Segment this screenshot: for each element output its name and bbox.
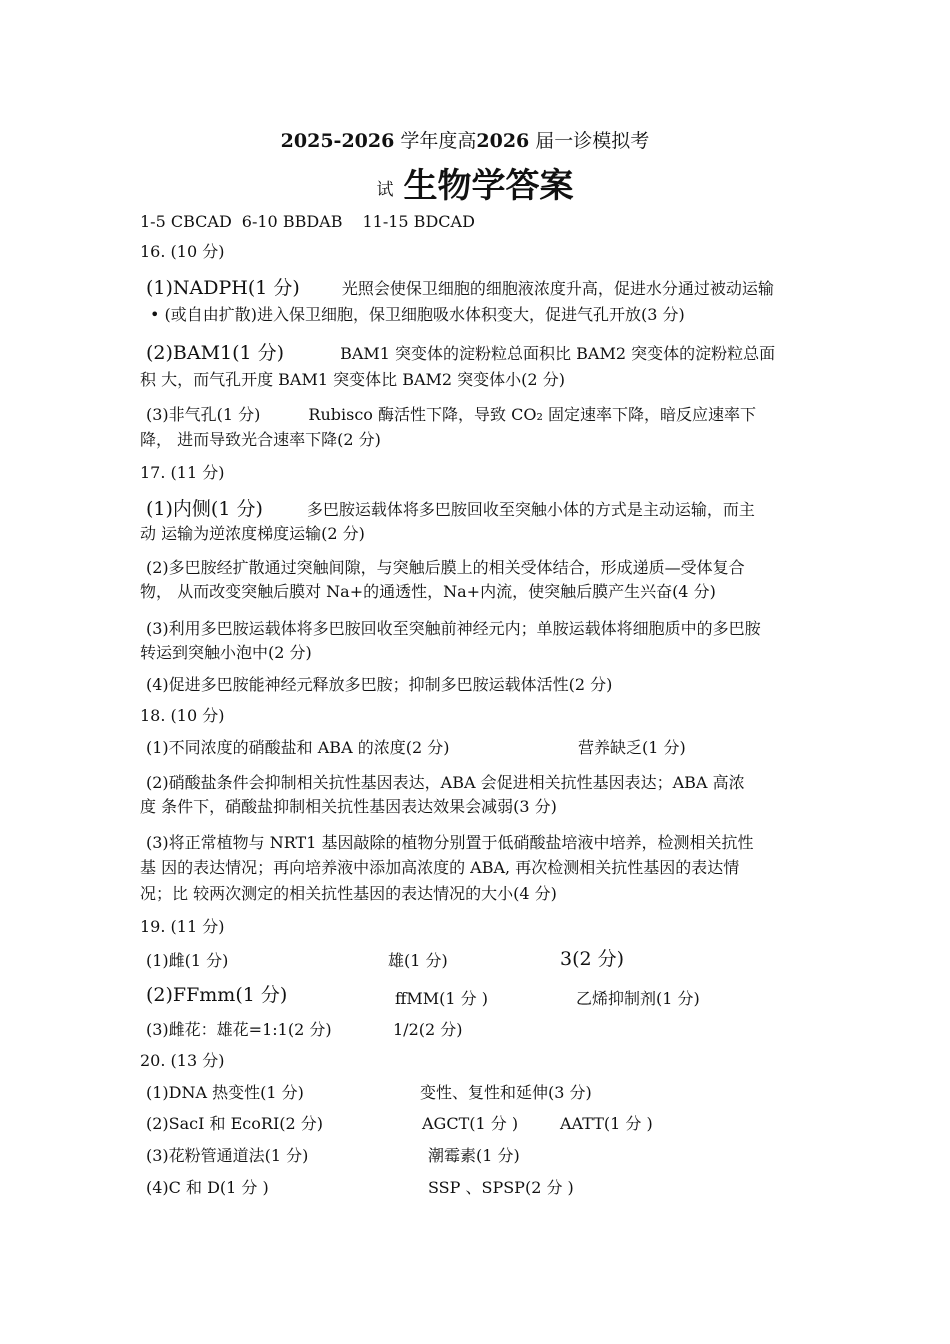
- q20-header: 20. (13 分): [140, 1051, 225, 1070]
- q16-p1-text: 光照会使保卫细胞的细胞液浓度升高，促进水分通过被动运输: [341, 279, 774, 298]
- q20-part1-a: (1)DNA 热变性(1 分): [146, 1083, 304, 1102]
- q16-part1-cont: • (或自由扩散)进入保卫细胞，保卫细胞吸水体积变大，促进气孔开放(3 分): [150, 305, 685, 324]
- q18-part2-line1: (2)硝酸盐条件会抑制相关抗性基因表达，ABA 会促进相关抗性基因表达；ABA 高浓: [146, 773, 745, 792]
- q20-part2-b: AGCT(1 分 ): [422, 1114, 519, 1133]
- q20-part2-a: (2)SacI 和 EcoRI(2 分): [146, 1114, 324, 1133]
- q20-part3-b: 潮霉素(1 分): [428, 1146, 520, 1165]
- q18-header: 18. (10 分): [140, 706, 225, 725]
- q16-part3-cont: 降， 进而导致光合速率下降(2 分): [140, 430, 381, 449]
- q19-part3-a: (3)雌花：雄花=1:1(2 分): [146, 1020, 332, 1039]
- q18-part3-line2: 基 因的表达情况；再向培养液中添加高浓度的 ABA, 再次检测相关抗性基因的表达情: [140, 858, 740, 877]
- q16-part3: [146, 405, 756, 425]
- q19-part2-b: ffMM(1 分 ): [395, 989, 488, 1008]
- q17-part1: [146, 499, 755, 520]
- page-title: 生物学答案: [403, 166, 574, 206]
- q17-part3-line2: 转运到突触小泡中(2 分): [140, 643, 312, 662]
- q18-part1-b: 营养缺乏(1 分): [578, 738, 686, 757]
- q16-part2: [146, 343, 775, 364]
- title-prefix: 试: [376, 180, 394, 200]
- title-year: 2025-2026: [280, 130, 395, 152]
- q16-header: 16. (10 分): [140, 242, 225, 261]
- q20-part3-a: (3)花粉管通道法(1 分): [146, 1146, 309, 1165]
- q17-part2-line2: 物， 从而改变突触后膜对 Na+的通透性，Na+内流，使突触后膜产生兴奋(4 分): [140, 582, 716, 601]
- q20-part1-b: 变性、复性和延伸(3 分): [420, 1083, 592, 1102]
- title-line-1: [0, 126, 930, 153]
- q17-header: 17. (11 分): [140, 463, 225, 482]
- q20-part4-a: (4)C 和 D(1 分 ): [146, 1178, 269, 1197]
- q16-p2-text: BAM1 突变体的淀粉粒总面积比 BAM2 突变体的淀粉粒总面: [340, 344, 776, 363]
- q16-part1: [146, 278, 774, 299]
- title-grade: 2026: [476, 130, 530, 152]
- q19-part3-b: 1/2(2 分): [393, 1020, 463, 1039]
- q19-part2-c: 乙烯抑制剂(1 分): [576, 989, 700, 1008]
- q18-part3-line3: 况；比 较两次测定的相关抗性基因的表达情况的大小(4 分): [140, 884, 557, 903]
- q16-p1-answer: (1)NADPH(1 分): [146, 277, 300, 299]
- q17-part1-cont: 动 运输为逆浓度梯度运输(2 分): [140, 524, 365, 543]
- q18-part3-line1: (3)将正常植物与 NRT1 基因敲除的植物分别置于低硝酸盐培液中培养，检测相关抗性: [146, 833, 754, 852]
- q20-part4-b: SSP 、SPSP(2 分 ): [428, 1178, 574, 1197]
- choice-1-5: 1-5 CBCAD: [140, 212, 232, 231]
- choice-answers: [140, 212, 475, 232]
- q18-part1-a: (1)不同浓度的硝酸盐和 ABA 的浓度(2 分): [146, 738, 450, 757]
- q16-p2-answer: (2)BAM1(1 分): [146, 342, 285, 364]
- q19-part1-b: 雄(1 分): [388, 951, 448, 970]
- q16-p3-answer: (3)非气孔(1 分): [146, 405, 261, 424]
- q19-part1-a: (1)雌(1 分): [146, 951, 229, 970]
- q19-part2-a: (2)FFmm(1 分): [146, 984, 288, 1006]
- q17-part4: (4)促进多巴胺能神经元释放多巴胺；抑制多巴胺运载体活性(2 分): [146, 675, 613, 694]
- q16-part2-cont: 积 大，而气孔开度 BAM1 突变体比 BAM2 突变体小(2 分): [140, 370, 565, 389]
- title-mid: 学年度高: [394, 130, 477, 152]
- q19-part1-c: 3(2 分): [560, 948, 625, 970]
- title-tail: 届一诊模拟考: [529, 130, 650, 152]
- q17-p1-answer: (1)内侧(1 分): [146, 498, 263, 520]
- choice-11-15: 11-15 BDCAD: [362, 212, 475, 231]
- choice-6-10: 6-10 BBDAB: [241, 212, 343, 231]
- q19-header: 19. (11 分): [140, 917, 225, 936]
- q17-p1-text: 多巴胺运载体将多巴胺回收至突触小体的方式是主动运输，而主: [306, 500, 755, 519]
- q17-part3-line1: (3)利用多巴胺运载体将多巴胺回收至突触前神经元内；单胺运载体将细胞质中的多巴胺: [146, 619, 761, 638]
- title-line-2: [0, 158, 950, 207]
- q16-p3-text: Rubisco 酶活性下降，导致 CO₂ 固定速率下降，暗反应速率下: [308, 405, 756, 424]
- q18-part2-line2: 度 条件下，硝酸盐抑制相关抗性基因表达效果会减弱(3 分): [140, 797, 557, 816]
- q20-part2-c: AATT(1 分 ): [560, 1114, 653, 1133]
- q17-part2-line1: (2)多巴胺经扩散通过突触间隙，与突触后膜上的相关受体结合，形成递质—受体复合: [146, 558, 745, 577]
